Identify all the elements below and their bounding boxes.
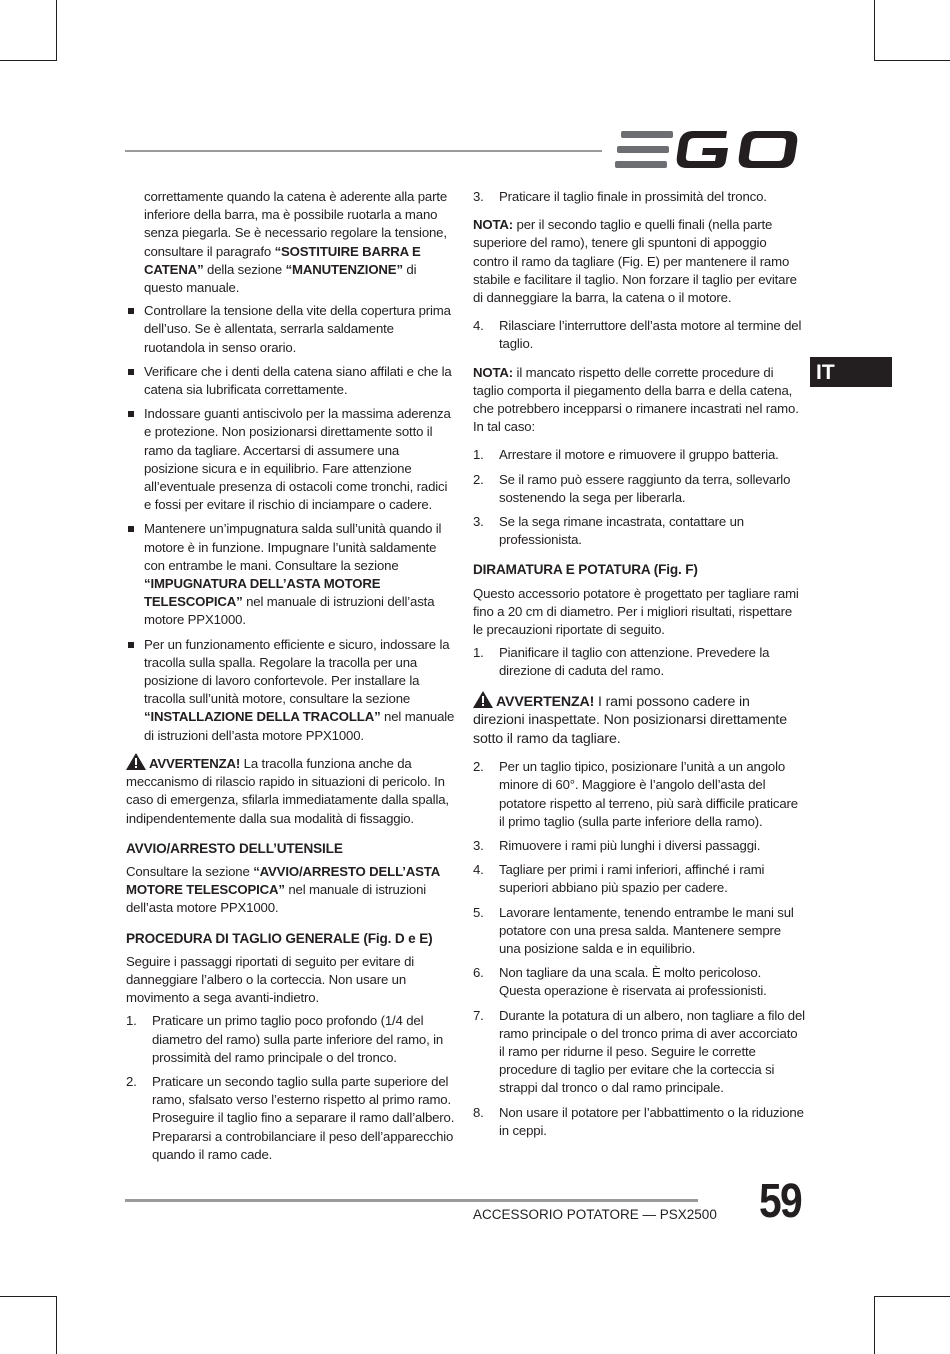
procedura-intro: Seguire i passaggi riportati di seguito per evitare di danneggiare l’albero o la corteccia. Non usare un movimento a sega avanti-indietro. <box>126 953 415 1006</box>
warning-triangle-icon <box>473 691 493 708</box>
bullet-square-icon <box>128 411 134 417</box>
nota-label: NOTA: <box>473 217 514 233</box>
numbered-step: 3. Rimuovere i rami più lunghi i diversi passaggi. <box>473 837 761 853</box>
left-column <box>126 188 456 1170</box>
warning-text: I rami possono cadere in direzioni inaspettate. Non posizionarsi direttamente sotto il ramo da tagliare. <box>473 693 787 747</box>
avvio-paragraph: Consultare la sezione “AVVIO/ARRESTO DELL’ASTA MOTORE TELESCOPICA” nel manuale di istruzioni dell’asta motore PPX1000. <box>126 863 440 916</box>
numbered-step: 5. Lavorare lentamente, tenendo entrambe le mani sul potatore con una presa salda. Mantenere sempre una posizione salda e in equilibrio. <box>473 904 794 956</box>
numbered-step: 8. Non usare il potatore per l’abbattimento o la riduzione in ceppi. <box>473 1104 804 1138</box>
nota-label: NOTA: <box>473 364 514 380</box>
bullet-item: Verificare che i denti della catena siano affilati e che la catena sia lubrificata correttamente. <box>126 363 456 399</box>
ego-logo <box>615 128 801 172</box>
bullet-item: Mantenere un’impugnatura salda sull’unità quando il motore è in funzione. Impugnare l’unità saldamente con entrambe le mani. Consultare la sezione “IMPUGNATURA DELL’ASTA MOTORE TELESCOPICA” nel manuale di istruzioni dell’asta motore PPX1000. <box>126 520 456 629</box>
bullet-square-icon <box>128 526 134 532</box>
page-number: 59 <box>759 1175 801 1228</box>
incastro-steps <box>473 446 805 549</box>
warning-label: AVVERTENZA! <box>149 755 241 771</box>
bullet-item: Per un funzionamento efficiente e sicuro, indossare la tracolla sulla spalla. Regolare la tracolla per una posizione di lavoro confortevole. Per installare la tracolla sull’unità motore, consultare la sezione “INSTALLAZIONE DELLA TRACOLLA” nel manuale di istruzioni dell’asta motore PPX1000. <box>126 636 456 745</box>
crop-mark <box>56 1296 57 1354</box>
footer-title: ACCESSORIO POTATORE — PSX2500 <box>473 1207 717 1222</box>
crop-mark <box>874 0 875 60</box>
numbered-step: 4. Rilasciare l’interruttore dell’asta motore al termine del taglio. <box>473 318 802 352</box>
numbered-step: 7. Durante la potatura di un albero, non tagliare a filo del ramo principale o del tronco prima di aver accorciato il ramo per ridurne il peso. Seguire le corrette procedure di taglio per evitare che la corteccia si strappi dal tronco o dal ramo principale. <box>473 1007 805 1096</box>
bullet-item: Indossare guanti antiscivolo per la massima aderenza e protezione. Non posizionarsi direttamente sotto il ramo da tagliare. Accertarsi di assumere una posizione sicura e in equilibrio. Fare attenzione all’eventuale presenza di ostacoli come tronchi, radici e fossi per evitare il rischio di inciampare o cadere. <box>126 405 456 514</box>
bullet-square-icon <box>128 642 134 648</box>
numbered-step: 1. Pianificare il taglio con attenzione. Prevedere la direzione di caduta del ramo. <box>473 645 770 679</box>
numbered-step: 1. Arrestare il motore e rimuovere il gruppo batteria. <box>473 447 779 463</box>
crop-mark <box>874 1296 875 1354</box>
intro-paragraph: correttamente quando la catena è aderente alla parte inferiore della barra, ma è possibile ruotarla a mano senza piegarla. Se è necessario regolare la tensione, consultare il paragrafo “SOSTITUIRE BARRA E CATENA” della sezione “MANUTENZIONE” di questo manuale. <box>144 189 448 296</box>
section-heading-avvio: AVVIO/ARRESTO DELL’UTENSILE <box>126 840 343 856</box>
footer-rule <box>125 1199 698 1202</box>
crop-mark <box>56 0 57 60</box>
diramatura-intro: Questo accessorio potatore è progettato per tagliare rami fino a 20 cm di diametro. Per i migliori risultati, rispettare le precauzioni riportate di seguito. <box>473 585 799 638</box>
numbered-step: 4. Tagliare per primi i rami inferiori, affinché i rami superiori abbiano più spazio per cadere. <box>473 862 765 896</box>
warning-text: La tracolla funziona anche da meccanismo di rilascio rapido in situazioni di pericolo. In caso di emergenza, sfilarla immediatamente dalla spalla, indipendentemente dalla sua modalità di fissaggio. <box>126 755 449 826</box>
bullet-square-icon <box>128 308 134 314</box>
diramatura-steps <box>473 758 805 1140</box>
warning-branches <box>473 691 805 749</box>
language-tab: IT <box>810 357 892 387</box>
numbered-step: 2. Per un taglio tipico, posizionare l’unità a un angolo minore di 60°. Maggiore è l’angolo dell’asta del potatore rispetto al terreno, più sarà difficile praticare il primo taglio (sulla parte inferiore della ramo). <box>473 759 798 829</box>
warning-triangle-icon <box>126 753 146 770</box>
warning-label: AVVERTENZA! <box>496 693 595 710</box>
nota-paragraph: NOTA: il mancato rispetto delle corrette procedure di taglio comporta il piegamento della barra e della catena, che potrebbero incepparsi o rimanere incastrati nel ramo. In tal caso: <box>473 364 799 435</box>
section-heading-procedura: PROCEDURA DI TAGLIO GENERALE (Fig. D e E) <box>126 930 433 946</box>
bullet-item: Controllare la tensione della vite della copertura prima dell’uso. Se è allentata, serrarla saldamente ruotandola in senso orario. <box>126 302 456 357</box>
numbered-step: 3. Praticare il taglio finale in prossimità del tronco. <box>473 189 767 204</box>
section-heading-diramatura: DIRAMATURA E POTATURA (Fig. F) <box>473 562 698 578</box>
right-column <box>473 188 805 1146</box>
numbered-step: 1. Praticare un primo taglio poco profondo (1/4 del diametro del ramo) sulla parte inferiore del ramo, in prossimità del ramo principale o del tronco. <box>126 1013 444 1065</box>
crop-mark <box>0 60 57 61</box>
warning-strap <box>126 753 456 828</box>
bullet-list <box>126 302 456 745</box>
bullet-square-icon <box>128 369 134 375</box>
numbered-step: 6. Non tagliare da una scala. È molto pericoloso. Questa operazione è riservata ai professionisti. <box>473 965 767 999</box>
numbered-step: 3. Se la sega rimane incastrata, contattare un professionista. <box>473 514 744 548</box>
numbered-step: 2. Praticare un secondo taglio sulla parte superiore del ramo, sfalsato verso l’esterno rispetto al primo ramo. Proseguire il taglio fino a separare il ramo dall’albero. Prepararsi a controbilanciare il peso dell’apparecchio quando il ramo cade. <box>126 1073 455 1162</box>
crop-mark <box>0 1296 57 1297</box>
header-rule <box>125 150 602 152</box>
crop-mark <box>874 1296 950 1297</box>
crop-mark <box>874 60 950 61</box>
numbered-step: 2. Se il ramo può essere raggiunto da terra, sollevarlo sostenendo la sega per liberarla. <box>473 471 791 505</box>
procedura-steps <box>126 1012 456 1164</box>
nota-paragraph: NOTA: per il secondo taglio e quelli finali (nella parte superiore del ramo), tenere gli spuntoni di appoggio contro il ramo da tagliare (Fig. E) per mantenere il ramo stabile e facilitare il taglio. Non forzare il taglio per evitare di danneggiare la barra, la catena o il motore. <box>473 217 797 306</box>
